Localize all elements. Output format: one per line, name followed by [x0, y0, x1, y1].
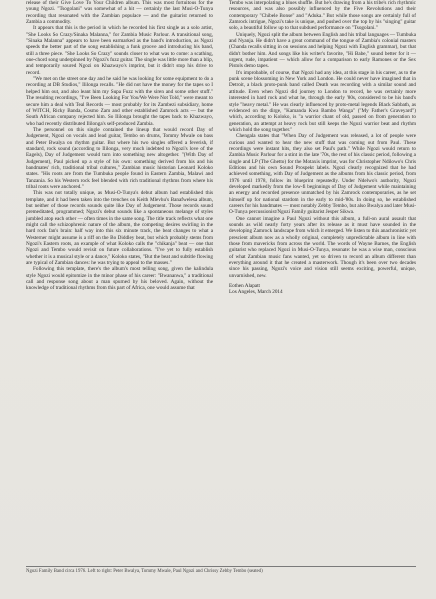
paragraph: It appears that this is the period in which he recorded his first single as a solo artist, "She Looks So Crazy/Sinaka Malanna," for Zambia Music Parlour. A transitional song, "Sinaka Malanna" appears to have been earmarked as the band's introduction, as Ngozi speeds the better part of the song establishing a funk groove and introducing his band, still a three piece. "She Looks So Crazy" sounds closer to what was to come: a scathing, one-chord song underpinned by Ngozi's fuzz guitar. The single was little more than a blip, and temporarily soured Ngozi on Khazwayo's imprint, but it didn't stop his drive to record. — [26, 25, 213, 76]
photo-caption: Ngozi Family Band circa 1976. Left to right: Peter Bwalya, Tommy Mwale, Paul Ngozi and Chrissy Zebby Tembo (seated) — [26, 569, 263, 574]
paragraph: Following this template, there's the album's most telling song, given the kalindula style Ngozi would epitomize in the minor phase of his career: "Bwananwa," a traditional call and response song about a man spurned by his beloved. Again, without the knowledge of traditional rhythms from this part of Africa, one would assume that — [26, 266, 213, 292]
paragraph: One cannot imagine a Paul Ngozi without this album, a full-on aural assault that sounds as wild nearly forty years after its release as it must have sounded in the developing Zamrock landscape from which it emerged. We listen to this anachronistic yet prescient album now as a wholly original, completely unpredictable album in line with those from mavericks from across the world. The words of Wayne Barnes, the English guitarist who replaced Ngozi in Musi-O-Tunya, resonate: he was a wise man, conscious of what Zambian music fans wanted, yet so driven to record an album different than everything around it that he created a masterwork. Though it's been over two decades since his passing, Ngozi's voice and vision still seems exciting, powerful, unique, unvarnished, new. — [229, 215, 416, 279]
paragraph: Tembo was interpolating a blues shuffle. But he's drawing from a his tribe's rich rhythmic resources, and was also possibly influenced by the Five Revolutions and their contemporary "Chibele Bonse" and "Aduka." But while those songs are certainly full of Zamrock intrigue, Ngozi's take is unique, and pushed over the top by his "singing" guitar solo, a beautiful follow up to that subdued performance on "Tsogolani." — [229, 0, 416, 32]
text-columns — [26, 0, 416, 565]
paragraph: The personnel on this single contained the lineup that would record Day of Judgement, Ngozi on vocals and lead guitar, Tembo on drums, Tommy Mwale on bass and Peter Bwalya on rhythm guitar. But where his two singles offered a feverish, if standard, rock sound (according to Ililonga, very much indebted to Ngozi's love of the Eagels), Day of Judgement would turn into something new altogether. "(With Day of Judgement), Paul picked up a style of his own: something derived from his and his bandmates' rich, traditional tribal cultures," Zambian music historian Leonard Koloko states. "His roots are from the Tumbuka people found in Eastern Zambia, Malawi and Tanzania. So his Western rock feel blended with rich traditional rhythms from where his tribal roots were anchored." — [26, 126, 213, 190]
paragraph: Chengala states that "When Day of Judgement was released, a lot of people were curious and wanted to hear the new stuff that was coming out from Paul. These recordings were instant hits, they also set Paul's path." While Ngozi would return to Zambia Music Parlour for a stint in the late '70s, the rest of his classic period, following a single and LP (The Ghetto) for the Motaxis imprint, was for Christopher Ndilowo's Chris Editions and his own Sound Prospekt labels. Ngozi clearly recognized that he had achieved something, with Day of Judgement as the albums from his classic period, from 1976 until 1978, follow its blueprint repeatedly. Under Ndelwo's authority, Ngozi developed markedly from the low-fi beginnings of Day of Judgement while maintaining an energy and recorded presence unmatched by his Zamrock contemporaries, as he set himself up for national stardom in the early to mid-'80s. In doing so, he established careers for his bandmates — most notably Zebby Tembo, but also Bwalya and later Musi-O-Tunya percussionist/Ngozi Family guitarist Jesper Sikwa. — [229, 133, 416, 216]
paragraph: "We met on the street one day and he said he was looking for some equipment to do a recording at DB Studios," Ililonga recalls. "He did not have the money for the tapes so I helped him out, and also leant him my Supa Fuzz with the siren and some other stuff." The resulting recordings, "I've Been Looking For You/We Were Not Told," were meant to secure him a deal with Teal Records — most probably for its Zambezi subsidiary, home of WITCH, Ricky Banda, Cosmo Zam and other established Zamrock acts — but the South African company rejected him. So Ililonga brought the tapes back to Khazwayo, who had recently distributed Ililonga's self-produced Zambia. — [26, 76, 213, 127]
author-name: Eothen Alapatt — [229, 283, 260, 290]
caption-divider — [26, 566, 416, 567]
author-place-date: Los Angeles, March 2014 — [229, 289, 283, 296]
right-column — [229, 0, 416, 565]
left-column — [26, 0, 213, 565]
paragraph: release of their Give Love To Your Children album. This was most fortuitous for the young Ngozi. "Tsogolani" was somewhat of a hit — certainly the last Musi-O-Tunya recording that resonated with the Zambian populace — and the guitarist returned to Zambia a commodity. — [26, 0, 213, 26]
paragraph: This was not totally unique, as Musi-O-Tunya's debut album had established this template, and it had been taken into the trenches on Keith Mlevhu's Banafwelesa album, but neither of those records sounds quite like Day of Judgement. Those records sound premeditated, programmed; Ngozi's debut sounds like a spontaneous melange of styles jumbled atop each other — often times in the same song. The title track reflects what one might call the schizophrenic nature of the album, the competing desires swirling in the hard rock fan's brain: half way into this six minute track, the beat changes to what a Westerner might assume is a riff on the Bo Diddley beat, but which probably stems from Ngozi's Eastern roots, an example of what Koloko calls the "chikanja" beat — one that Ngozi and Tembo would revisit on future collaborations. "I've yet to fully establish whether it is a musical style or a dance," Koloko states, "But the beat and subtitle flowing are typical of Zambian dances: he was trying to appeal to the masses." — [26, 190, 213, 267]
paragraph: It's improbable, of course, that Ngozi had any idea, at this stage in his career, as to the punk scene blossoming in New York and London. He could never have imagined that in Detroit, a black proto-punk band called Death was recording with a similar sound and attitude. Even when Ngozi did journey to London to record, he was certainly more interested in hard rock and what he, through the early '80s, considered to be his band's style "heavy metal." He was clearly influenced by proto-metal legends Black Sabbath, as evidenced on the dirge, "Kamanda Kwa Bambo Wanga" ("My Father's Graveyard") which, according to Koloko, is "a warrior chant of old, passed on from generation to generation, an attempt at heavy rock but still keeps the Ngozi warrior beat and rhythm which hold the song together." — [229, 69, 416, 133]
paragraph: Uniquely, Ngozi split the album between English and his tribal languages — Tumbuka and Nyanja. He didn't have a great command of the tongue of Zambia's colonial masters (Chanda recalls sitting in on sessions and helping Ngozi with English grammar), but that didn't bother him. And songs like his writer's favorite, "Hi Babe," sound better for it — urgent, rude, impatient — which allow for a comparison to early Ramones or the Sex Pistols demo tapes. — [229, 31, 416, 70]
